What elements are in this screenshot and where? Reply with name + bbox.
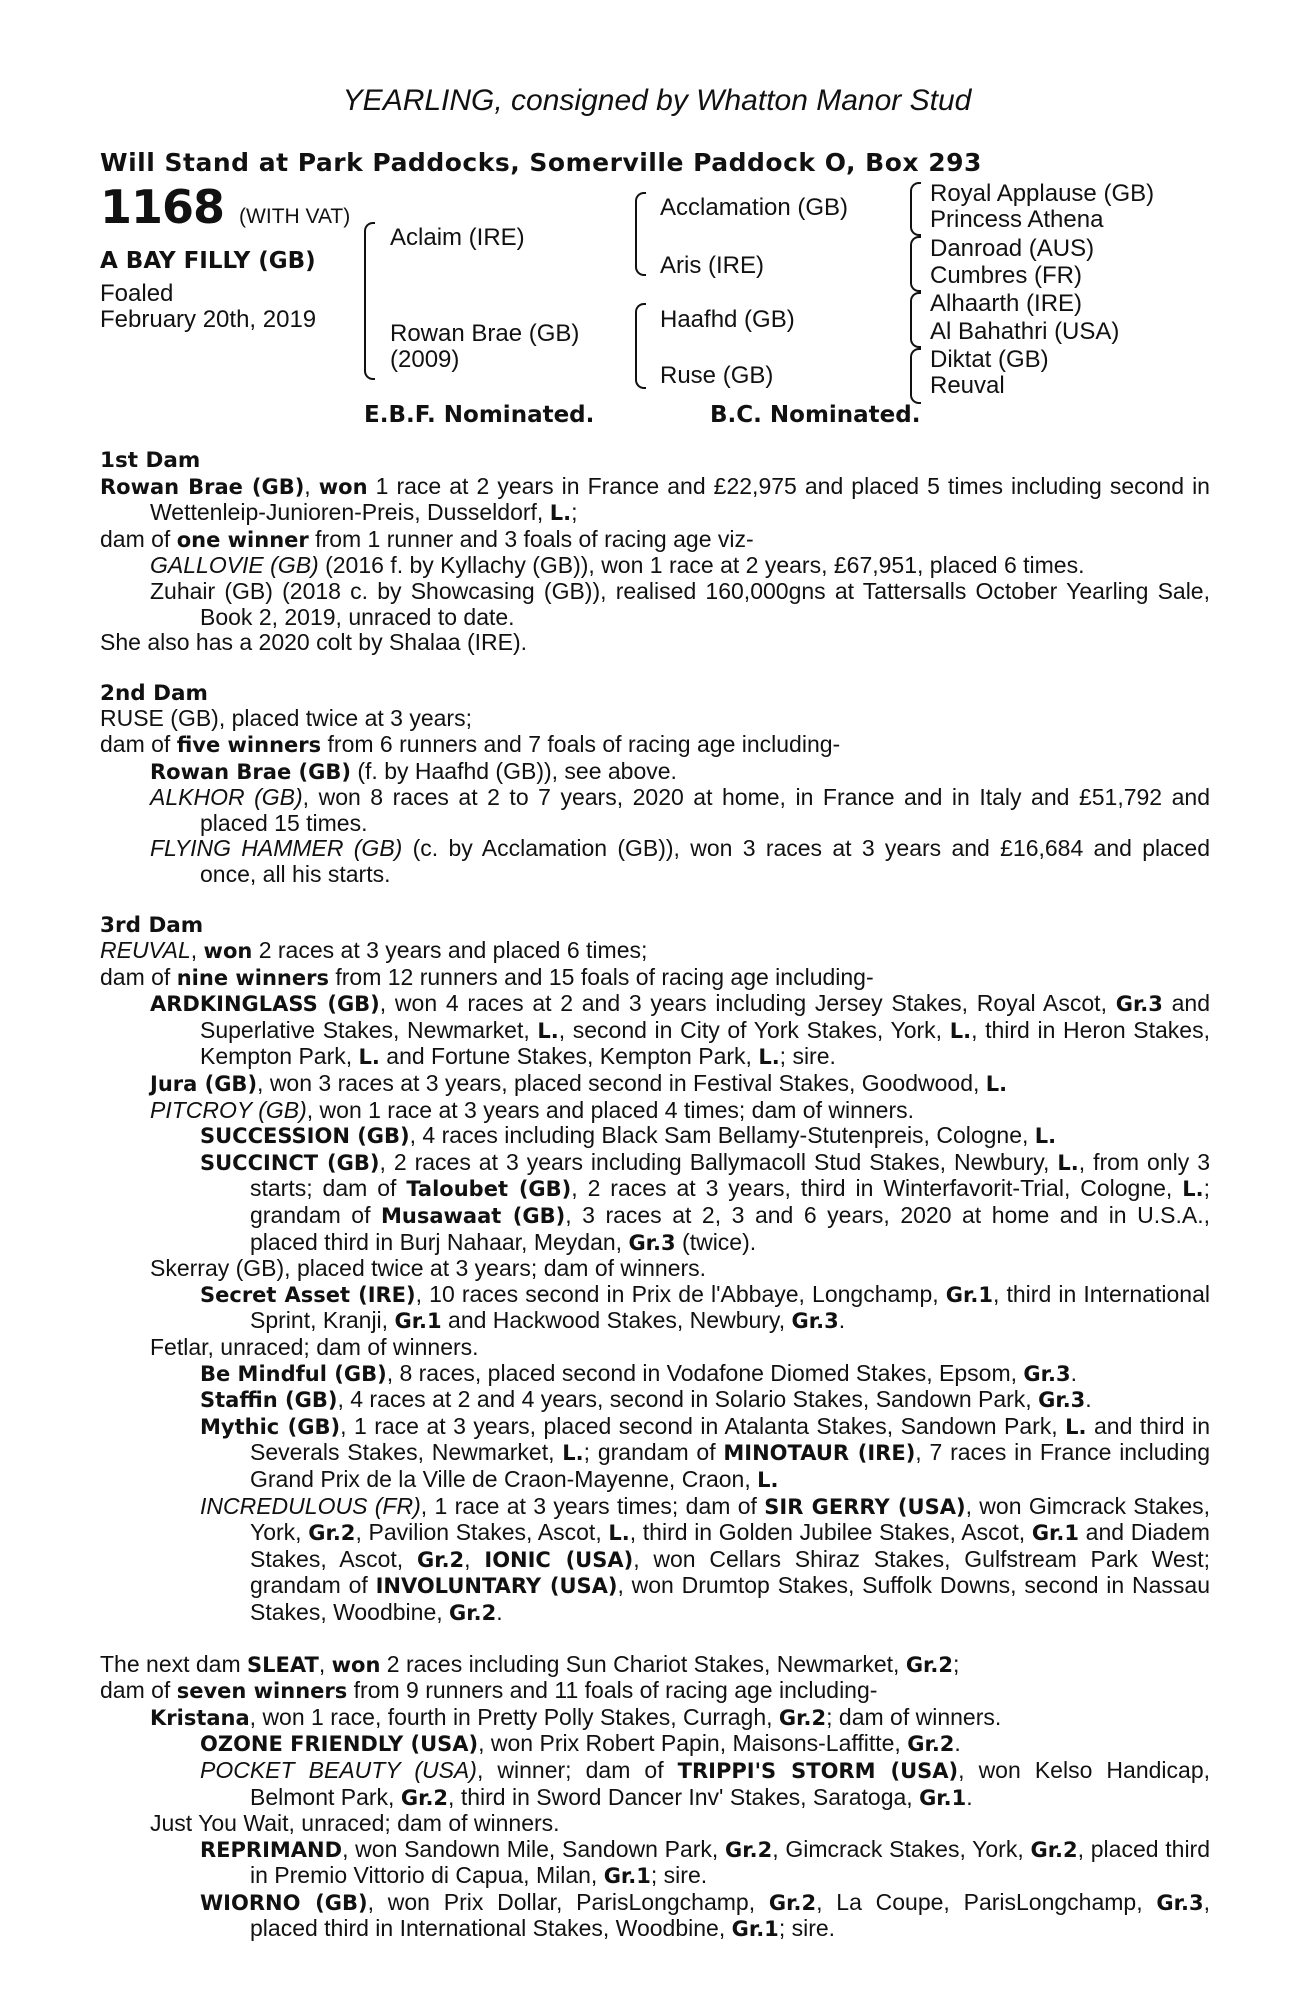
- second-dam-record: RUSE (GB), placed twice at 3 years;: [100, 705, 472, 732]
- pedigree-g3-2: Princess Athena: [930, 206, 1104, 233]
- produce-ozone-friendly: OZONE FRIENDLY (USA), won Prix Robert Papin, Maisons-Laffitte, Gr.2.: [200, 1730, 961, 1757]
- produce-mythic: Mythic (GB), 1 race at 3 years, placed second in Atalanta Stakes, Sandown Park, L. and third in Severals Stakes, Newmarket, L.; grandam of MINOTAUR (IRE), 7 races in France including Grand Prix de la Ville de Craon-Mayenne, Craon, L.: [200, 1412, 1210, 1492]
- second-dam-produce-summary: dam of five winners from 6 runners and 7 foals of racing age including-: [100, 730, 841, 757]
- produce-gallovie: GALLOVIE (GB) (2016 f. by Kyllachy (GB)), won 1 race at 2 years, £67,951, placed 6 times.: [150, 552, 1085, 579]
- pedigree-sire-dam: Aris (IRE): [660, 252, 764, 279]
- produce-succinct: SUCCINCT (GB), 2 races at 3 years including Ballymacoll Stud Stakes, Newbury, L., from only 3 starts; dam of Taloubet (GB), 2 races at 3 years, third in Winterfavorit-Trial, Cologne, L.; grandam of Musawaat (GB), 3 races at 2, 3 and 6 years, 2020 at home and in U.S.A., placed third in Burj Nahaar, Meydan, Gr.3 (twice).: [200, 1148, 1211, 1255]
- bracket-sire-parents: [635, 192, 646, 276]
- bracket-g3-3: [910, 292, 921, 348]
- bracket-g3-1: [910, 182, 921, 236]
- second-dam-heading: 2nd Dam: [100, 680, 208, 706]
- produce-incredulous: INCREDULOUS (FR), 1 race at 3 years times; dam of SIR GERRY (USA), won Gimcrack Stakes, York, Gr.2, Pavilion Stakes, Ascot, L., third in Golden Jubilee Stakes, Ascot, Gr.1 and Diadem Stakes, Ascot, Gr.2, IONIC (USA), won Cellars Shiraz Stakes, Gulfstream Park West; grandam of INVOLUNTARY (USA), won Drumtop Stakes, Suffolk Downs, second in Nassau Stakes, Woodbine, Gr.2.: [200, 1492, 1211, 1625]
- third-dam-produce-summary: dam of nine winners from 12 runners and 15 foals of racing age including-: [100, 963, 874, 990]
- pedigree-dam-sire: Haafhd (GB): [660, 306, 795, 333]
- produce-flying-hammer: FLYING HAMMER (GB) (c. by Acclamation (GB)), won 3 races at 3 years and £16,684 and placed once, all his starts.: [150, 835, 1211, 887]
- pedigree-sire-sire: Acclamation (GB): [660, 194, 849, 221]
- produce-reprimand: REPRIMAND, won Sandown Mile, Sandown Park, Gr.2, Gimcrack Stakes, York, Gr.2, placed third in Premio Vittorio di Capua, Milan, Gr.1; sire.: [200, 1835, 1210, 1889]
- produce-zuhair: Zuhair (GB) (2018 c. by Showcasing (GB)), realised 160,000gns at Tattersalls October Yearling Sale, Book 2, 2019, unraced to date.: [150, 577, 1210, 630]
- produce-skerray: Skerray (GB), placed twice at 3 years; dam of winners.: [150, 1255, 707, 1282]
- horse-title: A BAY FILLY (GB): [100, 248, 316, 274]
- produce-kristana: Kristana, won 1 race, fourth in Pretty Polly Stakes, Curragh, Gr.2; dam of winners.: [150, 1703, 1002, 1730]
- pedigree-dam-year: (2009): [390, 346, 460, 373]
- bracket-dam-parents: [635, 303, 646, 389]
- foaled-label: Foaled: [100, 280, 174, 307]
- bracket-g3-2: [910, 236, 921, 292]
- pedigree-dam-dam: Ruse (GB): [660, 362, 774, 389]
- produce-alkhor: ALKHOR (GB), won 8 races at 2 to 7 years, 2020 at home, in France and in Italy and £51,792 and placed 15 times.: [150, 784, 1210, 836]
- foaled-date: February 20th, 2019: [100, 306, 317, 333]
- first-dam-heading: 1st Dam: [100, 448, 201, 473]
- third-dam-heading: 3rd Dam: [100, 912, 204, 938]
- next-dam-produce-summary: dam of seven winners from 9 runners and 11 foals of racing age including-: [100, 1677, 878, 1704]
- produce-secret-asset: Secret Asset (IRE), 10 races second in Prix de l'Abbaye, Longchamp, Gr.1, third in International Sprint, Kranji, Gr.1 and Hackwood Stakes, Newbury, Gr.3.: [200, 1280, 1211, 1334]
- stand-location: Will Stand at Park Paddocks, Somerville Paddock O, Box 293: [100, 148, 982, 177]
- produce-rowan-brae: Rowan Brae (GB) (f. by Haafhd (GB)), see above.: [150, 757, 677, 784]
- first-dam-produce-summary: dam of one winner from 1 runner and 3 foals of racing age viz-: [100, 525, 754, 552]
- pedigree-g3-7: Diktat (GB): [930, 346, 1049, 373]
- produce-2020-colt: She also has a 2020 colt by Shalaa (IRE).: [100, 629, 528, 656]
- produce-wiorno: WIORNO (GB), won Prix Dollar, ParisLongchamp, Gr.2, La Coupe, ParisLongchamp, Gr.3, placed third in International Stakes, Woodbine, Gr.1; sire.: [200, 1888, 1210, 1942]
- produce-pitcroy: PITCROY (GB), won 1 race at 3 years and placed 4 times; dam of winners.: [150, 1096, 915, 1123]
- produce-just-you-wait: Just You Wait, unraced; dam of winners.: [150, 1810, 560, 1837]
- pedigree-g3-1: Royal Applause (GB): [930, 180, 1155, 207]
- produce-fetlar: Fetlar, unraced; dam of winners.: [150, 1334, 479, 1360]
- pedigree-g3-5: Alhaarth (IRE): [930, 290, 1083, 317]
- vat-note: (WITH VAT): [239, 205, 351, 228]
- produce-succession: SUCCESSION (GB), 4 races including Black Sam Bellamy-Stutenpreis, Cologne, L.: [200, 1122, 1057, 1149]
- bracket-g3-4: [910, 348, 921, 404]
- bracket-sire-dam: [364, 222, 375, 380]
- pedigree-g3-4: Cumbres (FR): [930, 262, 1083, 289]
- bc-nominated: B.C. Nominated.: [710, 402, 921, 428]
- produce-staffin: Staffin (GB), 4 races at 2 and 4 years, second in Solario Stakes, Sandown Park, Gr.3.: [200, 1386, 1092, 1413]
- produce-pocket-beauty: POCKET BEAUTY (USA), winner; dam of TRIPPI'S STORM (USA), won Kelso Handicap, Belmont Park, Gr.2, third in Sword Dancer Inv' Stakes, Saratoga, Gr.1.: [200, 1756, 1210, 1810]
- page-title: YEARLING, consigned by Whatton Manor Stud: [342, 84, 972, 117]
- pedigree-g3-3: Danroad (AUS): [930, 235, 1095, 262]
- produce-ardkinglass: ARDKINGLASS (GB), won 4 races at 2 and 3 years including Jersey Stakes, Royal Ascot, Gr.3 and Superlative Stakes, Newmarket, L., second in City of York Stakes, York, L., third in Heron Stakes, Kempton Park, L. and Fortune Stakes, Kempton Park, L.; sire.: [150, 990, 1211, 1070]
- ebf-nominated: E.B.F. Nominated.: [364, 402, 595, 428]
- produce-be-mindful: Be Mindful (GB), 8 races, placed second in Vodafone Diomed Stakes, Epsom, Gr.3.: [200, 1359, 1077, 1386]
- first-dam-record: Rowan Brae (GB), won 1 race at 2 years in France and £22,975 and placed 5 times including second in Wettenleip-Junioren-Preis, Dusseldorf, L.;: [100, 472, 1210, 526]
- pedigree-dam: Rowan Brae (GB): [390, 320, 580, 347]
- catalogue-body: [100, 448, 1210, 1943]
- pedigree-g3-6: Al Bahathri (USA): [930, 318, 1120, 345]
- pedigree-g3-8: Reuval: [930, 372, 1005, 399]
- lot-number: 1168 (WITH VAT): [100, 180, 351, 234]
- next-dam-record: The next dam SLEAT, won 2 races including Sun Chariot Stakes, Newmarket, Gr.2;: [100, 1650, 960, 1677]
- produce-jura: Jura (GB), won 3 races at 3 years, placed second in Festival Stakes, Goodwood, L.: [150, 1070, 1008, 1097]
- third-dam-record: REUVAL, won 2 races at 3 years and placed 6 times;: [100, 937, 648, 964]
- pedigree-sire: Aclaim (IRE): [390, 224, 525, 251]
